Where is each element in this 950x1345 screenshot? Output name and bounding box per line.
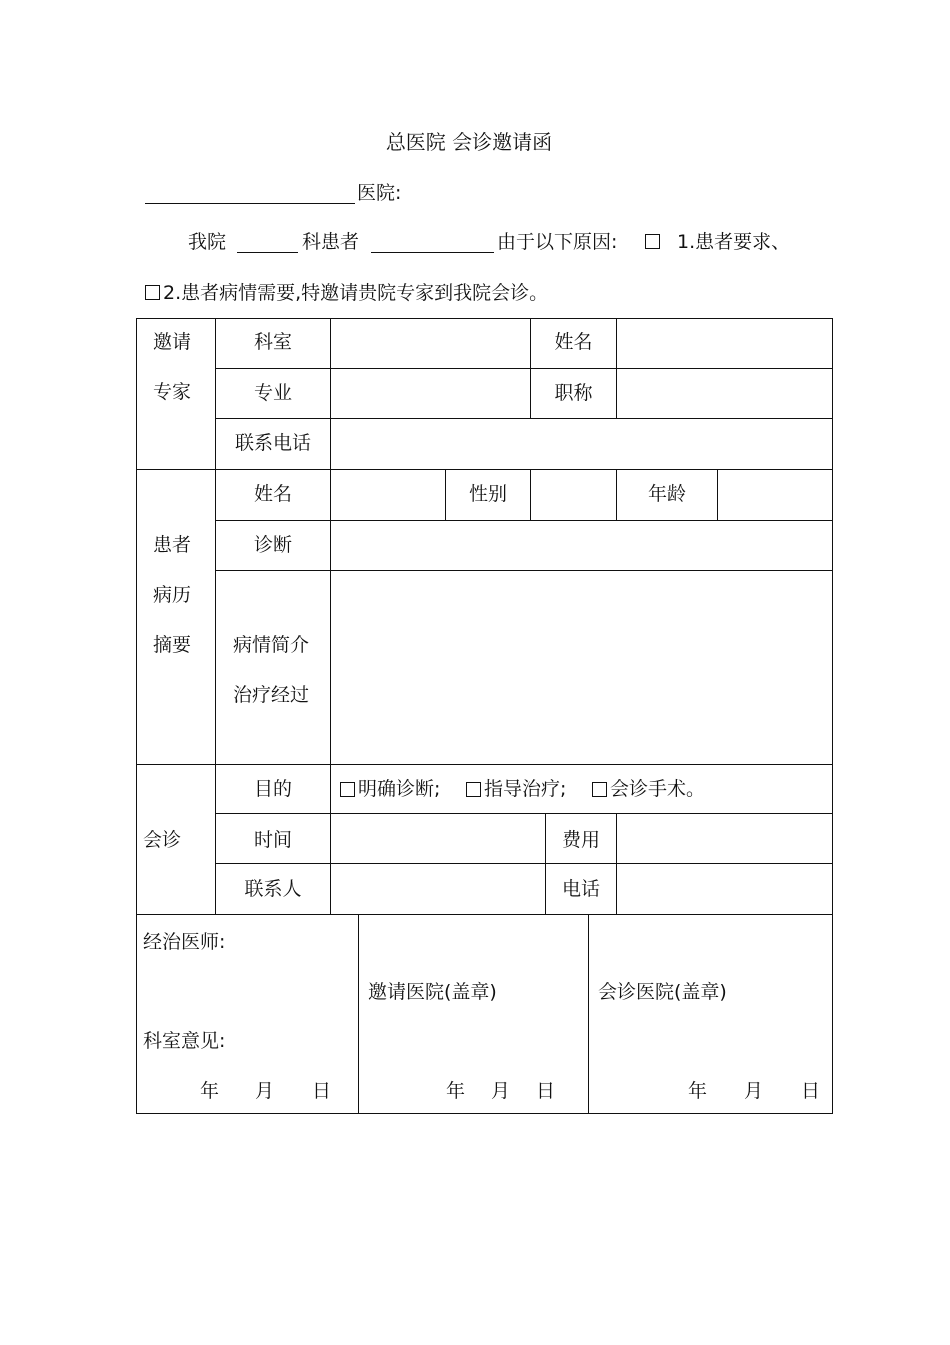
consult-tel-field[interactable] xyxy=(617,865,832,913)
doctor-label: 经治医师: xyxy=(143,931,226,953)
patient-name-field[interactable] xyxy=(331,471,445,519)
rule xyxy=(215,863,833,864)
purpose-guidance-checkbox[interactable] xyxy=(466,782,481,797)
patient-gender-label: 性别 xyxy=(468,483,507,505)
patient-group-label-2: 病历 xyxy=(153,584,192,606)
reason1-checkbox[interactable] xyxy=(645,234,660,249)
reason2-label: 2.患者病情需要,特邀请贵院专家到我院会诊。 xyxy=(163,282,549,304)
patient-age-field[interactable] xyxy=(718,471,832,519)
rule xyxy=(215,368,833,369)
rule xyxy=(136,764,833,765)
patient-summary-label-2: 治疗经过 xyxy=(232,684,309,706)
footer-day-3: 日 xyxy=(801,1080,821,1102)
expert-name-field[interactable] xyxy=(617,320,832,367)
table-border-left xyxy=(136,318,137,1114)
consulting-hospital-seal-label: 会诊医院(盖章) xyxy=(598,981,727,1003)
footer-day-2: 日 xyxy=(536,1080,556,1102)
patient-group-label-3: 摘要 xyxy=(153,634,192,656)
rule xyxy=(358,914,359,1114)
patient-gender-field[interactable] xyxy=(531,471,616,519)
expert-name-label: 姓名 xyxy=(554,331,593,353)
consult-contact-label: 联系人 xyxy=(244,878,302,900)
expert-dept-field[interactable] xyxy=(331,320,530,367)
rule xyxy=(215,418,833,419)
rule xyxy=(215,813,833,814)
patient-name-blank[interactable] xyxy=(371,252,494,253)
reason1-label: 1.患者要求、 xyxy=(677,231,791,253)
footer-month-3: 月 xyxy=(744,1080,764,1102)
patient-group-label-1: 患者 xyxy=(153,534,192,556)
consult-fee-label: 费用 xyxy=(561,829,600,851)
intro-part1: 我院 xyxy=(188,231,227,253)
purpose-option-3: 会诊手术。 xyxy=(610,778,706,800)
consult-contact-field[interactable] xyxy=(331,865,545,913)
consult-time-field[interactable] xyxy=(331,815,545,862)
expert-title-label: 职称 xyxy=(554,382,593,404)
purpose-surgery-checkbox[interactable] xyxy=(592,782,607,797)
department-blank[interactable] xyxy=(237,252,298,253)
page-title: 总医院 会诊邀请函 xyxy=(385,130,553,154)
table-border-bottom xyxy=(136,1113,833,1114)
footer-month-2: 月 xyxy=(491,1080,511,1102)
footer-day-1: 日 xyxy=(312,1080,332,1102)
footer-year-1: 年 xyxy=(200,1080,220,1102)
expert-phone-label: 联系电话 xyxy=(234,432,311,454)
rule xyxy=(215,318,216,915)
footer-year-3: 年 xyxy=(688,1080,708,1102)
purpose-option-1: 明确诊断; xyxy=(358,778,441,800)
expert-specialty-field[interactable] xyxy=(331,370,530,417)
purpose-diagnosis-checkbox[interactable] xyxy=(340,782,355,797)
rule xyxy=(136,914,833,915)
footer-month-1: 月 xyxy=(255,1080,275,1102)
consult-group-label: 会诊 xyxy=(143,829,182,851)
rule xyxy=(136,469,833,470)
table-border-right xyxy=(832,318,833,1114)
consult-tel-label: 电话 xyxy=(561,878,600,900)
footer-year-2: 年 xyxy=(446,1080,466,1102)
expert-specialty-label: 专业 xyxy=(253,382,292,404)
table-border-top xyxy=(136,318,833,319)
patient-summary-field[interactable] xyxy=(331,572,832,763)
intro-part2: 科患者 xyxy=(302,231,360,253)
expert-title-field[interactable] xyxy=(617,370,832,417)
patient-name-label: 姓名 xyxy=(253,483,292,505)
hospital-name-blank[interactable] xyxy=(145,203,355,204)
expert-group-label-1: 邀请 xyxy=(153,331,192,353)
dept-opinion-label: 科室意见: xyxy=(143,1030,226,1052)
rule xyxy=(588,914,589,1114)
inviting-hospital-seal-label: 邀请医院(盖章) xyxy=(368,981,497,1003)
patient-diagnosis-label: 诊断 xyxy=(253,534,292,556)
purpose-option-2: 指导治疗; xyxy=(484,778,567,800)
patient-age-label: 年龄 xyxy=(647,483,686,505)
consult-fee-field[interactable] xyxy=(617,815,832,862)
rule xyxy=(215,520,833,521)
consult-time-label: 时间 xyxy=(253,829,292,851)
reason2-checkbox[interactable] xyxy=(145,285,160,300)
patient-diagnosis-field[interactable] xyxy=(331,522,832,569)
consult-purpose-label: 目的 xyxy=(253,778,292,800)
rule xyxy=(215,570,833,571)
expert-phone-field[interactable] xyxy=(331,420,832,468)
patient-summary-label-1: 病情简介 xyxy=(232,634,309,656)
intro-part3: 由于以下原因: xyxy=(497,231,618,253)
expert-group-label-2: 专家 xyxy=(153,381,192,403)
expert-dept-label: 科室 xyxy=(253,331,292,353)
addressee-suffix: 医院: xyxy=(357,182,402,204)
